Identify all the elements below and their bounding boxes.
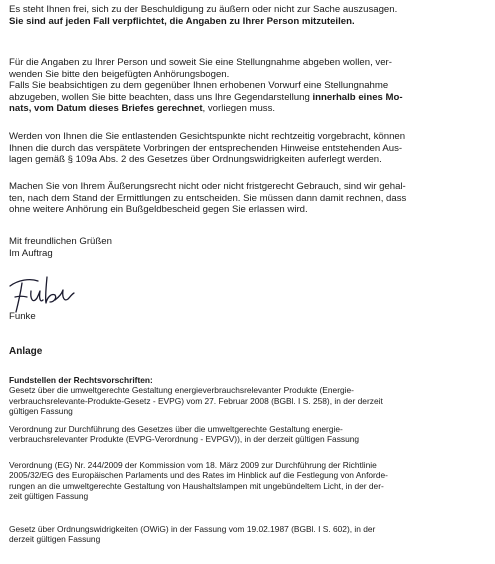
legal-sources — [9, 375, 487, 417]
text-line: wenden Sie bitte den beigefügten Anhörungsbogen. — [9, 68, 230, 80]
law-line: Gesetz über die umweltgerechte Gestaltung energieverbrauchsrelevanter Produkte (Energie- — [9, 385, 354, 396]
text-line: lagen gemäß § 109a Abs. 2 des Gesetzes über Ordnungswidrigkeiten auferlegt werden. — [9, 154, 382, 166]
signature-icon — [6, 272, 86, 316]
text-line: Machen Sie von Ihrem Äußerungsrecht nicht oder nicht fristgerecht Gebrauch, sind wir gehal- — [9, 181, 406, 192]
law-line: Verordnung zur Durchführung des Gesetzes über die umweltgerechte Gestaltung energie- — [9, 424, 343, 434]
text-line: Werden von Ihnen die Sie entlastenden Gesichtspunkte nicht rechtzeitig vorgebracht, können — [9, 131, 406, 142]
text-fragment: , vorliegen muss. — [202, 103, 276, 115]
closing-greeting: Mit freundlichen Grüßen — [9, 236, 112, 247]
text-line: Falls Sie beabsichtigen zu dem gegenüber Ihnen erhobenen Vorwurf eine Stellungnahme — [9, 80, 389, 92]
signer-block — [9, 311, 487, 323]
closing-block — [9, 236, 487, 259]
text-line: ohne weitere Anhörung ein Bußgeldbescheid gegen Sie erlassen wird. — [9, 204, 308, 216]
text-line-bold: Sie sind auf jeden Fall verpflichtet, die Angaben zu Ihrer Person mitzuteilen. — [9, 15, 355, 27]
law-line: derzeit gültigen Fassung — [9, 534, 101, 545]
text-line: Für die Angaben zu Ihrer Person und soweit Sie eine Stellungnahme abgeben wollen, ver- — [9, 57, 392, 68]
text-fragment-bold: innerhalb eines Mo- — [312, 91, 403, 103]
text-line: Es steht Ihnen frei, sich zu der Beschuldigung zu äußern oder nicht zur Sache auszusagen. — [9, 4, 398, 15]
law-line: verbrauchsrelevante-Produkte-Gesetz - EVPG) vom 27. Februar 2008 (BGBl. I S. 258), in der derzeit — [9, 395, 383, 406]
law-line: gültigen Fassung — [9, 406, 73, 417]
law-line: verbrauchsrelevanter Produkte (EVPG-Verordnung - EVPGV)), in der derzeit gültigen Fassung — [9, 434, 360, 445]
legal-source-owig — [9, 524, 487, 545]
legal-source-eg-regulation — [9, 460, 487, 502]
text-line: Ihnen die durch das verspätete Vorbringen der entsprechenden Hinweise entstehenden Aus- — [9, 142, 403, 154]
law-line: Gesetz über Ordnungswidrigkeiten (OWiG) in der Fassung vom 19.02.1987 (BGBl. I S. 602), in der — [9, 524, 376, 534]
paragraph-late-submission — [9, 131, 487, 166]
paragraph-rights — [9, 4, 487, 27]
text-fragment: abzugeben, wollen Sie bitte beachten, dass uns Ihre Gegendarstellung — [9, 91, 313, 103]
signer-name: Funke — [9, 311, 36, 322]
text-fragment-bold: nats, vom Datum dieses Briefes gerechnet — [9, 103, 203, 115]
law-line: rungen an die umweltgerechte Gestaltung von Haushaltslampen mit ungebündeltem Licht, in der der- — [9, 480, 384, 491]
paragraph-consequences — [9, 181, 487, 216]
text-line: ten, nach dem Stand der Ermittlungen zu entscheiden. Sie müssen dann damit rechnen, dass — [9, 192, 407, 204]
law-line: 2005/32/EG des Europäischen Parlaments und des Rates im Hinblick auf die Festlegung von Anforde- — [9, 470, 388, 481]
law-line: Verordnung (EG) Nr. 244/2009 der Kommission vom 18. März 2009 zur Durchführung der Richtlinie — [9, 460, 377, 470]
on-behalf-label: Im Auftrag — [9, 247, 53, 259]
text-line — [9, 92, 487, 104]
legal-source-evpgv — [9, 424, 487, 445]
annex-heading: Anlage — [9, 346, 43, 357]
law-line: zeit gültigen Fassung — [9, 491, 89, 502]
paragraph-statement — [9, 57, 487, 115]
sources-heading: Fundstellen der Rechtsvorschriften: — [9, 375, 153, 385]
text-line — [9, 103, 487, 115]
